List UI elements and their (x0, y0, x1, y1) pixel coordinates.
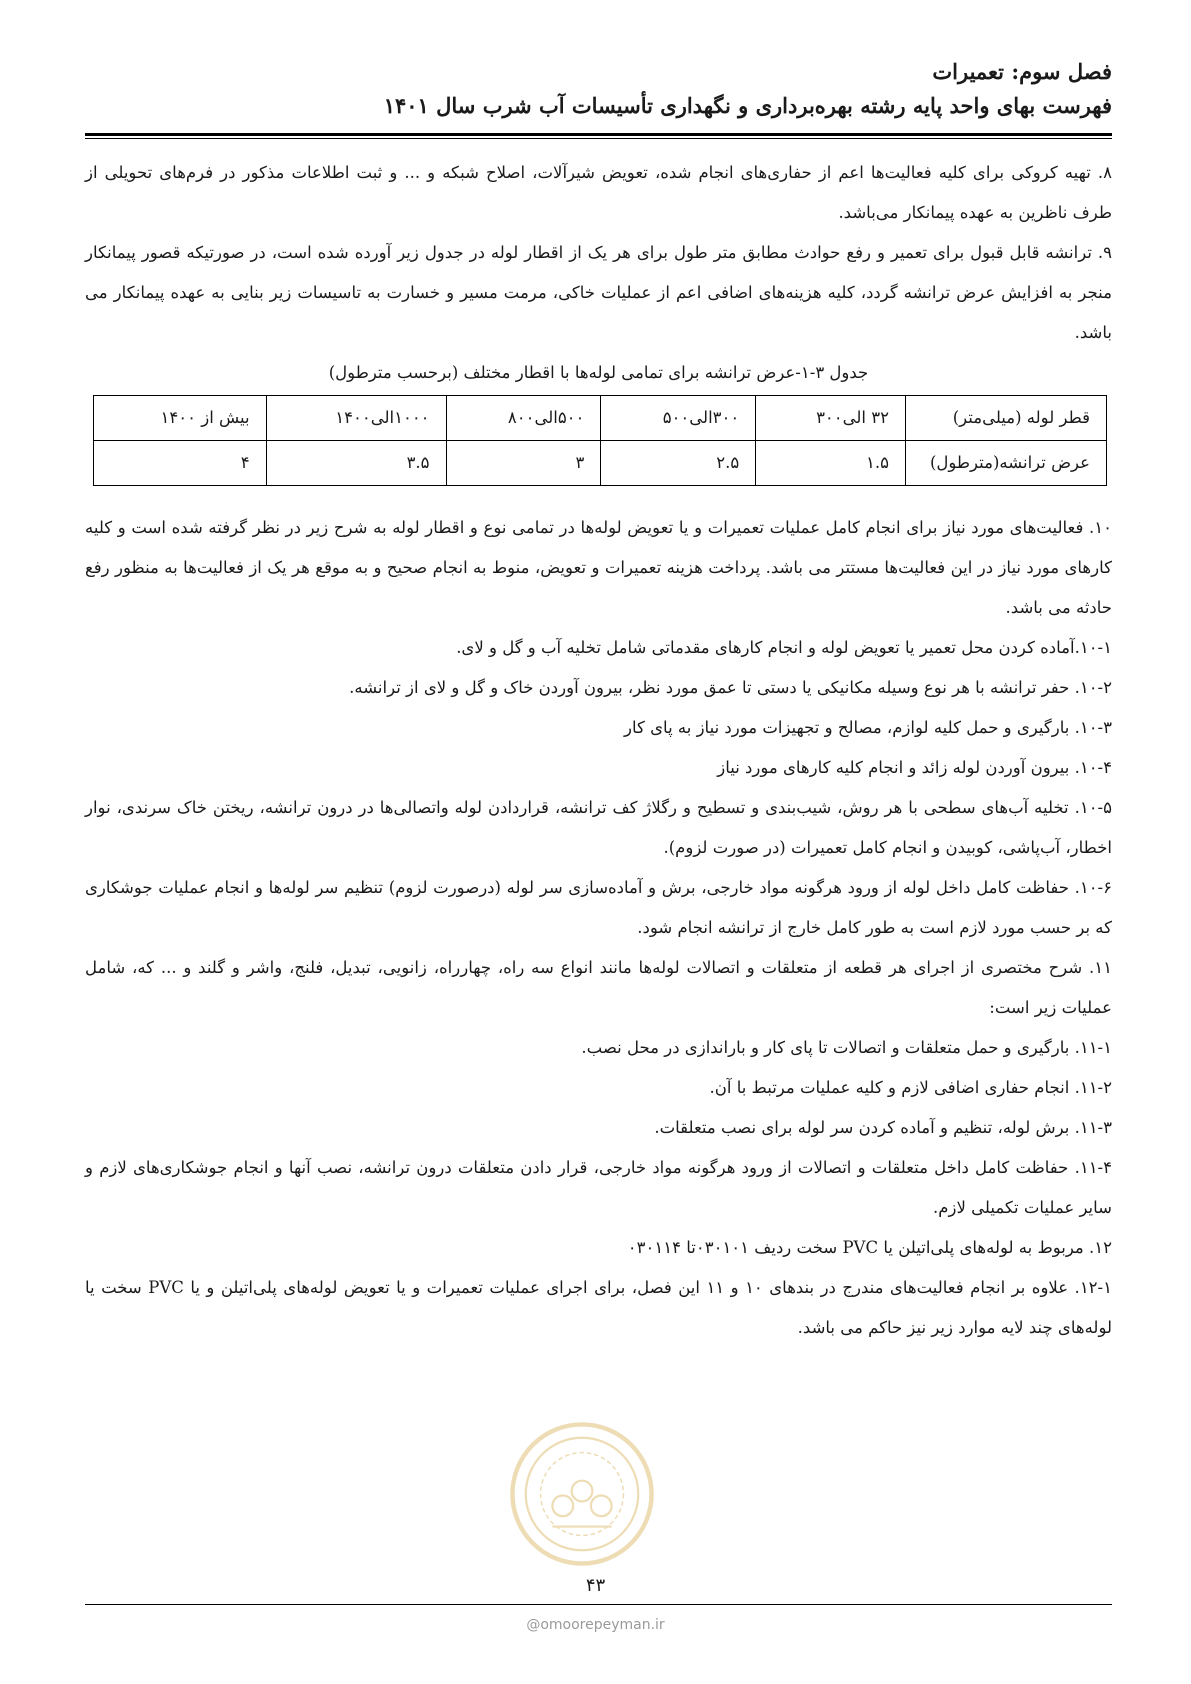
header-rule-thick (85, 133, 1112, 136)
header-rule-thin (85, 138, 1112, 139)
paragraph-11-4: ۱۱-۴. حفاظت کامل داخل متعلقات و اتصالات از ورود هرگونه مواد خارجی، قرار دادن متعلقات درون ترانشه، نصب آنها و انجام جوشکاری‌های لازم و سایر عملیات تکمیلی لازم. (85, 1158, 1112, 1217)
watermark-seal-icon (508, 1420, 656, 1568)
paragraph-9: ۹. ترانشه قابل قبول برای تعمیر و رفع حوادث مطابق متر طول برای هر یک از اقطار لوله در جدول زیر آورده شده است، در صورتیکه قصور پیمانکار منجر به افزایش عرض ترانشه گردد، کلیه هزینه‌های اضافی اعم از عملیات خاکی، مرمت مسیر و خسارت به تاسیسات زیر بنایی به عهده پیمانکار می باشد. (85, 243, 1112, 342)
document-title: فهرست بهای واحد پایه رشته بهره‌برداری و نگهداری تأسیسات آب شرب سال ۱۴۰۱ (383, 93, 1112, 118)
table-value-row (94, 441, 1107, 486)
paragraph-11: ۱۱. شرح مختصری از اجرای هر قطعه از متعلقات و اتصالات لوله‌ها مانند انواع سه راه، چهارراه، زانویی، تبدیل، فلنج، واشر و گلند و ... که، شامل عملیات زیر است: (85, 958, 1112, 1017)
paragraph-10-6: ۱۰-۶. حفاظت کامل داخل لوله از ورود هرگونه مواد خارجی، برش و آماده‌سازی سر لوله (درصورت لزوم) تنظیم سر لوله‌ها و انجام عملیات جوشکاری که بر حسب مورد لازم است به طور کامل خارج از ترانشه انجام شود. (85, 878, 1112, 937)
chapter-title: فصل سوم: تعمیرات (932, 59, 1112, 84)
header-cell-300-500: ۳۰۰الی۵۰۰ (601, 396, 756, 441)
paragraph-11-3: ۱۱-۳. برش لوله، تنظیم و آماده کردن سر لوله برای نصب متعلقات. (654, 1118, 1112, 1137)
value-cell-1000-1400: ۳.۵ (266, 441, 446, 486)
paragraph-8: ۸. تهیه کروکی برای کلیه فعالیت‌ها اعم از حفاری‌های انجام شده، تعویض شیرآلات، اصلاح شبکه و ... و ثبت اطلاعات مذکور در فرم‌های تحویلی از طرف ناظرین به عهده پیمانکار می‌باشد. (85, 163, 1112, 222)
value-cell-over-1400: ۴ (94, 441, 267, 486)
paragraph-11-1: ۱۱-۱. بارگیری و حمل متعلقات و اتصالات تا پای کار و باراندازی در محل نصب. (581, 1038, 1112, 1057)
paragraph-12-1: ۱۲-۱. علاوه بر انجام فعالیت‌های مندرج در بندهای ۱۰ و ۱۱ این فصل، برای اجرای عملیات تعمیرات و یا تعویض لوله‌های پلی‌اتیلن و یا PVC سخت یا لوله‌های چند لایه موارد زیر نیز حاکم می باشد. (85, 1278, 1112, 1337)
header-cell-32-300: ۳۲ الی۳۰۰ (756, 396, 906, 441)
header-cell-500-800: ۵۰۰الی۸۰۰ (446, 396, 601, 441)
header-label-cell: قطر لوله (میلی‌متر) (906, 396, 1107, 441)
value-cell-300-500: ۲.۵ (601, 441, 756, 486)
paragraph-10-4: ۱۰-۴. بیرون آوردن لوله زائد و انجام کلیه کارهای مورد نیاز (717, 758, 1112, 777)
paragraph-11-2: ۱۱-۲. انجام حفاری اضافی لازم و کلیه عملیات مرتبط با آن. (709, 1078, 1112, 1097)
paragraph-12: ۱۲. مربوط به لوله‌های پلی‌اتیلن یا PVC سخت ردیف ۰۳۰۱۰۱تا ۰۳۰۱۱۴ (627, 1238, 1112, 1257)
paragraph-10-1: ۱۰-۱.آماده کردن محل تعمیر یا تعویض لوله و انجام کارهای مقدماتی شامل تخلیه آب و گل و لای. (456, 638, 1112, 657)
row-label-cell: عرض ترانشه(مترطول) (906, 441, 1107, 486)
document-body (85, 153, 1112, 1348)
footer-rule (85, 1604, 1112, 1605)
header-cell-1000-1400: ۱۰۰۰الی۱۴۰۰ (266, 396, 446, 441)
header-cell-over-1400: بیش از ۱۴۰۰ (94, 396, 267, 441)
table-header-row (94, 396, 1107, 441)
trench-width-table (93, 395, 1107, 486)
paragraph-10-3: ۱۰-۳. بارگیری و حمل کلیه لوازم، مصالح و تجهیزات مورد نیاز به پای کار (624, 718, 1112, 737)
spacer (85, 486, 1112, 508)
value-cell-32-300: ۱.۵ (756, 441, 906, 486)
table-caption: جدول ۳-۱-عرض ترانشه برای تمامی لوله‌ها با اقطار مختلف (برحسب مترطول) (328, 363, 869, 382)
website-watermark: @omoorepeyman.ir (526, 1617, 665, 1633)
document-page (85, 55, 1112, 1348)
page-number: ۴۳ (585, 1575, 606, 1596)
paragraph-10-2: ۱۰-۲. حفر ترانشه با هر نوع وسیله مکانیکی یا دستی تا عمق مورد نظر، بیرون آوردن خاک و گل و لای از ترانشه. (349, 678, 1112, 697)
paragraph-10-5: ۱۰-۵. تخلیه آب‌های سطحی با هر روش، شیب‌بندی و تسطیح و رگلاژ کف ترانشه، قراردادن لوله واتصالی‌ها در درون ترانشه، ریختن خاک سرندی، نوار اخطار، آب‌پاشی، کوبیدن و انجام کامل تعمیرات (در صورت لزوم). (85, 798, 1112, 857)
value-cell-500-800: ۳ (446, 441, 601, 486)
paragraph-10: ۱۰. فعالیت‌های مورد نیاز برای انجام کامل عملیات تعمیرات و یا تعویض لوله‌ها در تمامی نوع و اقطار لوله به شرح زیر در نظر گرفته شده است و کلیه کارهای مورد نیاز در این فعالیت‌ها مستتر می باشد. پرداخت هزینه تعمیرات و تعویض، منوط به انجام صحیح و به موقع هر یک از فعالیت‌ها به منظور رفع حادثه می باشد. (85, 518, 1112, 617)
